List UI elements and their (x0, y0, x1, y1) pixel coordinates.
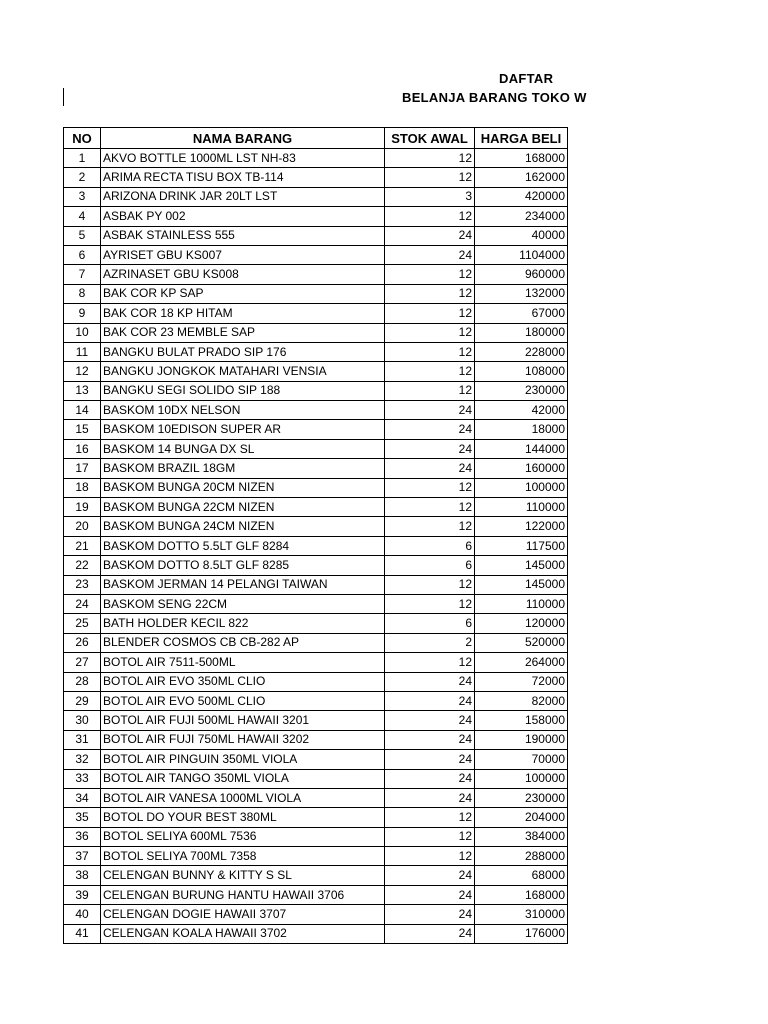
cell-nama-barang: AZRINASET GBU KS008 (101, 265, 385, 284)
cell-no: 33 (64, 769, 101, 788)
cell-stok-awal: 24 (385, 924, 475, 943)
cell-nama-barang: BANGKU BULAT PRADO SIP 176 (101, 342, 385, 361)
cell-no: 22 (64, 556, 101, 575)
table-row (64, 342, 568, 361)
cell-harga-beli: 420000 (475, 187, 568, 206)
cell-harga-beli: 110000 (475, 498, 568, 517)
cell-harga-beli: 110000 (475, 594, 568, 613)
cell-stok-awal: 12 (385, 381, 475, 400)
table-row (64, 788, 568, 807)
table-header-row (64, 128, 568, 149)
table-row (64, 459, 568, 478)
cell-stok-awal: 12 (385, 342, 475, 361)
cell-stok-awal: 24 (385, 691, 475, 710)
cell-harga-beli: 72000 (475, 672, 568, 691)
table-row (64, 323, 568, 342)
cell-stok-awal: 24 (385, 788, 475, 807)
cell-stok-awal: 12 (385, 304, 475, 323)
cell-stok-awal: 12 (385, 207, 475, 226)
table-row (64, 245, 568, 264)
cell-no: 30 (64, 711, 101, 730)
inventory-table (63, 127, 568, 944)
cell-no: 23 (64, 575, 101, 594)
cell-stok-awal: 6 (385, 614, 475, 633)
cell-harga-beli: 82000 (475, 691, 568, 710)
cell-harga-beli: 145000 (475, 575, 568, 594)
cell-harga-beli: 310000 (475, 905, 568, 924)
cell-harga-beli: 960000 (475, 265, 568, 284)
cell-nama-barang: ASBAK PY 002 (101, 207, 385, 226)
cell-no: 1 (64, 149, 101, 168)
cell-nama-barang: BATH HOLDER KECIL 822 (101, 614, 385, 633)
cell-nama-barang: BOTOL DO YOUR BEST 380ML (101, 808, 385, 827)
cell-no: 12 (64, 362, 101, 381)
cell-stok-awal: 24 (385, 711, 475, 730)
table-row (64, 575, 568, 594)
cell-harga-beli: 230000 (475, 381, 568, 400)
cell-stok-awal: 3 (385, 187, 475, 206)
cell-no: 21 (64, 536, 101, 555)
cell-harga-beli: 176000 (475, 924, 568, 943)
cell-nama-barang: BOTOL AIR EVO 500ML CLIO (101, 691, 385, 710)
cell-nama-barang: BOTOL AIR PINGUIN 350ML VIOLA (101, 750, 385, 769)
cell-harga-beli: 264000 (475, 653, 568, 672)
cell-nama-barang: AYRISET GBU KS007 (101, 245, 385, 264)
cell-stok-awal: 12 (385, 284, 475, 303)
cell-nama-barang: BOTOL AIR 7511-500ML (101, 653, 385, 672)
table-row (64, 498, 568, 517)
cell-no: 24 (64, 594, 101, 613)
table-row (64, 847, 568, 866)
cell-harga-beli: 234000 (475, 207, 568, 226)
cell-harga-beli: 180000 (475, 323, 568, 342)
cell-nama-barang: BASKOM BUNGA 22CM NIZEN (101, 498, 385, 517)
cell-stok-awal: 12 (385, 594, 475, 613)
table-row (64, 381, 568, 400)
cell-nama-barang: BOTOL SELIYA 600ML 7536 (101, 827, 385, 846)
cell-stok-awal: 12 (385, 265, 475, 284)
cell-no: 34 (64, 788, 101, 807)
cell-no: 41 (64, 924, 101, 943)
table-row (64, 168, 568, 187)
cell-harga-beli: 40000 (475, 226, 568, 245)
cell-no: 36 (64, 827, 101, 846)
cell-no: 39 (64, 885, 101, 904)
cell-nama-barang: BOTOL SELIYA 700ML 7358 (101, 847, 385, 866)
cell-harga-beli: 288000 (475, 847, 568, 866)
cell-nama-barang: ARIMA RECTA TISU BOX TB-114 (101, 168, 385, 187)
cell-stok-awal: 24 (385, 769, 475, 788)
table-row (64, 478, 568, 497)
cell-no: 7 (64, 265, 101, 284)
table-row (64, 207, 568, 226)
cell-harga-beli: 520000 (475, 633, 568, 652)
cell-nama-barang: BASKOM DOTTO 8.5LT GLF 8285 (101, 556, 385, 575)
cell-no: 31 (64, 730, 101, 749)
cell-harga-beli: 100000 (475, 478, 568, 497)
cell-harga-beli: 190000 (475, 730, 568, 749)
cell-nama-barang: BASKOM DOTTO 5.5LT GLF 8284 (101, 536, 385, 555)
table-row (64, 187, 568, 206)
table-row (64, 304, 568, 323)
cell-stok-awal: 6 (385, 556, 475, 575)
table-row (64, 265, 568, 284)
table-row (64, 653, 568, 672)
cell-no: 37 (64, 847, 101, 866)
cell-harga-beli: 100000 (475, 769, 568, 788)
table-row (64, 633, 568, 652)
table-row (64, 769, 568, 788)
cell-no: 20 (64, 517, 101, 536)
cell-stok-awal: 12 (385, 323, 475, 342)
cell-harga-beli: 204000 (475, 808, 568, 827)
cell-stok-awal: 12 (385, 168, 475, 187)
cell-nama-barang: BAK COR 18 KP HITAM (101, 304, 385, 323)
cell-harga-beli: 1104000 (475, 245, 568, 264)
cell-cursor (63, 88, 64, 106)
cell-stok-awal: 24 (385, 905, 475, 924)
cell-stok-awal: 24 (385, 420, 475, 439)
cell-stok-awal: 24 (385, 672, 475, 691)
cell-harga-beli: 70000 (475, 750, 568, 769)
cell-nama-barang: BASKOM 10DX NELSON (101, 401, 385, 420)
cell-no: 2 (64, 168, 101, 187)
cell-no: 4 (64, 207, 101, 226)
cell-stok-awal: 12 (385, 478, 475, 497)
cell-stok-awal: 6 (385, 536, 475, 555)
cell-stok-awal: 24 (385, 439, 475, 458)
table-row (64, 614, 568, 633)
table-row (64, 149, 568, 168)
cell-no: 16 (64, 439, 101, 458)
table-row (64, 439, 568, 458)
cell-stok-awal: 12 (385, 808, 475, 827)
cell-stok-awal: 12 (385, 498, 475, 517)
table-row (64, 711, 568, 730)
cell-no: 9 (64, 304, 101, 323)
cell-no: 13 (64, 381, 101, 400)
cell-harga-beli: 168000 (475, 149, 568, 168)
cell-nama-barang: CELENGAN BUNNY & KITTY S SL (101, 866, 385, 885)
cell-harga-beli: 42000 (475, 401, 568, 420)
cell-no: 27 (64, 653, 101, 672)
table-row (64, 420, 568, 439)
cell-harga-beli: 120000 (475, 614, 568, 633)
cell-harga-beli: 384000 (475, 827, 568, 846)
cell-harga-beli: 230000 (475, 788, 568, 807)
cell-harga-beli: 108000 (475, 362, 568, 381)
table-row (64, 556, 568, 575)
cell-no: 40 (64, 905, 101, 924)
cell-nama-barang: BASKOM BUNGA 20CM NIZEN (101, 478, 385, 497)
cell-harga-beli: 160000 (475, 459, 568, 478)
cell-stok-awal: 2 (385, 633, 475, 652)
cell-harga-beli: 68000 (475, 866, 568, 885)
cell-no: 17 (64, 459, 101, 478)
table-row (64, 750, 568, 769)
document-subtitle: BELANJA BARANG TOKO W (402, 90, 587, 105)
table-row (64, 905, 568, 924)
cell-stok-awal: 24 (385, 226, 475, 245)
cell-stok-awal: 12 (385, 362, 475, 381)
cell-no: 35 (64, 808, 101, 827)
cell-no: 3 (64, 187, 101, 206)
table-row (64, 808, 568, 827)
cell-stok-awal: 24 (385, 866, 475, 885)
cell-no: 28 (64, 672, 101, 691)
table-row (64, 517, 568, 536)
table-row (64, 362, 568, 381)
cell-nama-barang: ASBAK STAINLESS 555 (101, 226, 385, 245)
cell-nama-barang: BANGKU JONGKOK MATAHARI VENSIA (101, 362, 385, 381)
cell-stok-awal: 24 (385, 459, 475, 478)
cell-nama-barang: BAK COR 23 MEMBLE SAP (101, 323, 385, 342)
cell-harga-beli: 145000 (475, 556, 568, 575)
cell-nama-barang: BASKOM 14 BUNGA DX SL (101, 439, 385, 458)
column-header-stok-awal: STOK AWAL (385, 128, 475, 149)
table-row (64, 924, 568, 943)
table-row (64, 672, 568, 691)
cell-stok-awal: 24 (385, 730, 475, 749)
cell-nama-barang: BAK COR KP SAP (101, 284, 385, 303)
cell-no: 6 (64, 245, 101, 264)
cell-no: 26 (64, 633, 101, 652)
cell-stok-awal: 24 (385, 401, 475, 420)
cell-nama-barang: BASKOM BUNGA 24CM NIZEN (101, 517, 385, 536)
cell-nama-barang: BASKOM BRAZIL 18GM (101, 459, 385, 478)
column-header-harga-beli: HARGA BELI (475, 128, 568, 149)
table-row (64, 284, 568, 303)
cell-nama-barang: ARIZONA DRINK JAR 20LT LST (101, 187, 385, 206)
table-row (64, 885, 568, 904)
cell-nama-barang: BASKOM JERMAN 14 PELANGI TAIWAN (101, 575, 385, 594)
table-row (64, 827, 568, 846)
cell-nama-barang: BLENDER COSMOS CB CB-282 AP (101, 633, 385, 652)
cell-no: 11 (64, 342, 101, 361)
cell-harga-beli: 117500 (475, 536, 568, 555)
cell-no: 5 (64, 226, 101, 245)
cell-harga-beli: 132000 (475, 284, 568, 303)
cell-nama-barang: AKVO BOTTLE 1000ML LST NH-83 (101, 149, 385, 168)
cell-nama-barang: BOTOL AIR TANGO 350ML VIOLA (101, 769, 385, 788)
cell-harga-beli: 67000 (475, 304, 568, 323)
cell-harga-beli: 168000 (475, 885, 568, 904)
cell-no: 8 (64, 284, 101, 303)
cell-nama-barang: BOTOL AIR EVO 350ML CLIO (101, 672, 385, 691)
cell-harga-beli: 162000 (475, 168, 568, 187)
cell-no: 29 (64, 691, 101, 710)
cell-stok-awal: 24 (385, 750, 475, 769)
cell-nama-barang: BOTOL AIR VANESA 1000ML VIOLA (101, 788, 385, 807)
cell-no: 14 (64, 401, 101, 420)
cell-nama-barang: CELENGAN KOALA HAWAII 3702 (101, 924, 385, 943)
cell-harga-beli: 144000 (475, 439, 568, 458)
cell-nama-barang: BASKOM SENG 22CM (101, 594, 385, 613)
table-row (64, 226, 568, 245)
cell-nama-barang: BOTOL AIR FUJI 500ML HAWAII 3201 (101, 711, 385, 730)
cell-no: 32 (64, 750, 101, 769)
cell-harga-beli: 122000 (475, 517, 568, 536)
column-header-no: NO (64, 128, 101, 149)
cell-stok-awal: 12 (385, 575, 475, 594)
cell-nama-barang: CELENGAN DOGIE HAWAII 3707 (101, 905, 385, 924)
cell-stok-awal: 24 (385, 245, 475, 264)
cell-no: 18 (64, 478, 101, 497)
cell-no: 15 (64, 420, 101, 439)
table-row (64, 866, 568, 885)
cell-no: 10 (64, 323, 101, 342)
cell-stok-awal: 24 (385, 885, 475, 904)
cell-no: 25 (64, 614, 101, 633)
cell-harga-beli: 228000 (475, 342, 568, 361)
table-row (64, 401, 568, 420)
cell-nama-barang: BASKOM 10EDISON SUPER AR (101, 420, 385, 439)
cell-stok-awal: 12 (385, 517, 475, 536)
cell-stok-awal: 12 (385, 653, 475, 672)
cell-stok-awal: 12 (385, 149, 475, 168)
cell-nama-barang: BANGKU SEGI SOLIDO SIP 188 (101, 381, 385, 400)
table-row (64, 536, 568, 555)
column-header-nama-barang: NAMA BARANG (101, 128, 385, 149)
cell-nama-barang: BOTOL AIR FUJI 750ML HAWAII 3202 (101, 730, 385, 749)
table-row (64, 691, 568, 710)
cell-stok-awal: 12 (385, 847, 475, 866)
cell-no: 19 (64, 498, 101, 517)
cell-no: 38 (64, 866, 101, 885)
document-title: DAFTAR (499, 71, 554, 86)
table-row (64, 730, 568, 749)
cell-nama-barang: CELENGAN BURUNG HANTU HAWAII 3706 (101, 885, 385, 904)
cell-stok-awal: 12 (385, 827, 475, 846)
table-body (64, 149, 568, 944)
cell-harga-beli: 18000 (475, 420, 568, 439)
cell-harga-beli: 158000 (475, 711, 568, 730)
table-row (64, 594, 568, 613)
